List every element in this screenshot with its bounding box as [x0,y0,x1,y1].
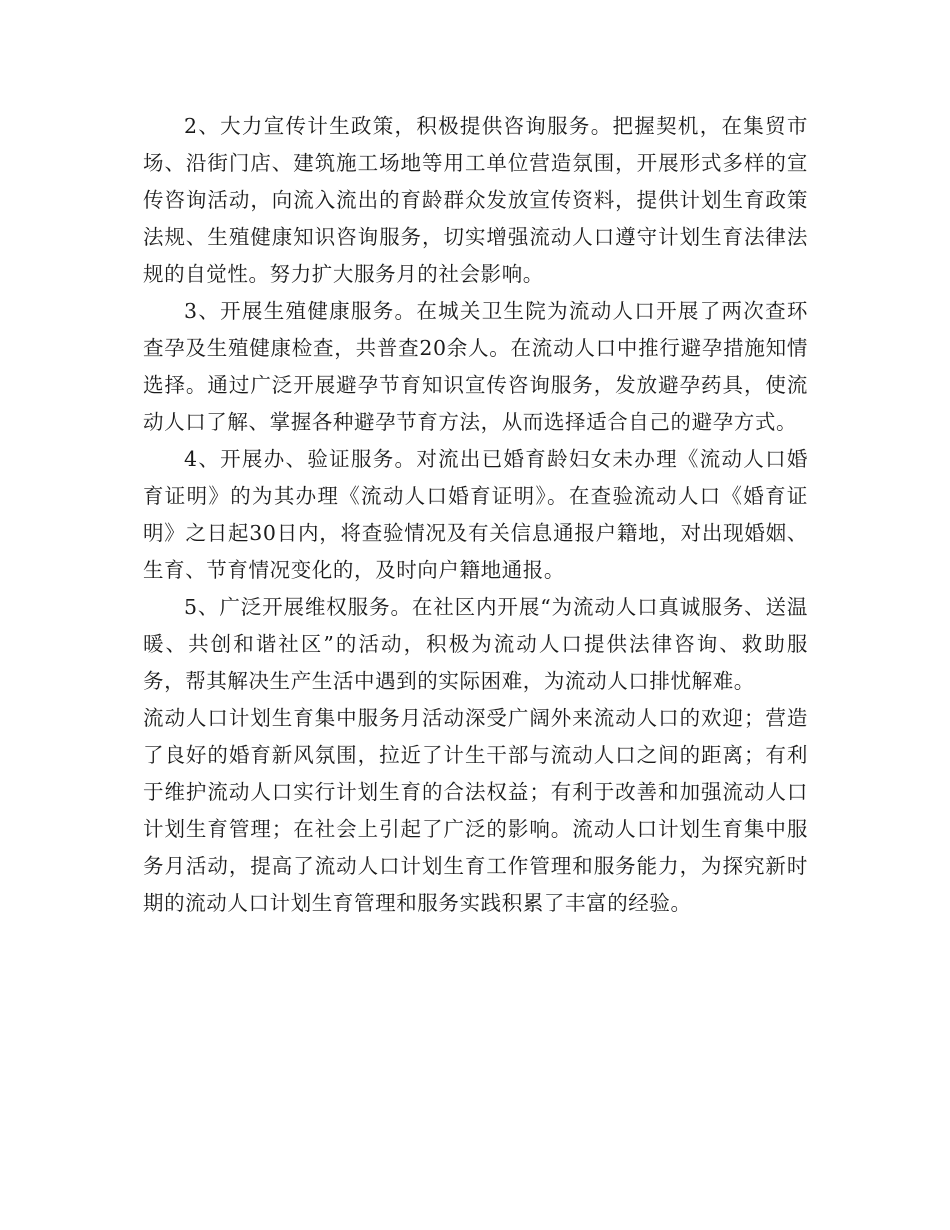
paragraph-item-3-reproductive-health: 3、开展生殖健康服务。在城关卫生院为流动人口开展了两次查环查孕及生殖健康检查，共普查20余人。在流动人口中推行避孕措施知情选择。通过广泛开展避孕节育知识宣传咨询服务，发放避孕药具，使流动人口了解、掌握各种避孕节育方法，从而选择适合自己的避孕方式。 [143,299,808,434]
paragraph-item-5-rights-service: 5、广泛开展维权服务。在社区内开展“为流动人口真诚服务、送温暖、共创和谐社区”的活动，积极为流动人口提供法律咨询、救助服务，帮其解决生产生活中遇到的实际困难，为流动人口排忧解难。 [143,595,808,693]
paragraph-item-2-propaganda: 2、大力宣传计生政策，积极提供咨询服务。把握契机，在集贸市场、沿街门店、建筑施工场地等用工单位营造氛围，开展形式多样的宣传咨询活动，向流入流出的育龄群众发放宣传资料，提供计划生育政策法规、生殖健康知识咨询服务，切实增强流动人口遵守计划生育法律法规的自觉性。努力扩大服务月的社会影响。 [143,114,808,286]
paragraph-summary: 流动人口计划生育集中服务月活动深受广阔外来流动人口的欢迎；营造了良好的婚育新风氛围，拉近了计生干部与流动人口之间的距离；有利于维护流动人口实行计划生育的合法权益；有利于改善和加强流动人口计划生育管理；在社会上引起了广泛的影响。流动人口计划生育集中服务月活动，提高了流动人口计划生育工作管理和服务能力，为探究新时期的流动人口计划生育管理和服务实践积累了丰富的经验。 [143,706,808,915]
document-body [143,108,808,922]
paragraph-item-4-certificate-service: 4、开展办、验证服务。对流出已婚育龄妇女未办理《流动人口婚育证明》的为其办理《流动人口婚育证明》。在查验流动人口《婚育证明》之日起30日内，将查验情况及有关信息通报户籍地，对出现婚姻、生育、节育情况变化的，及时向户籍地通报。 [143,447,808,582]
